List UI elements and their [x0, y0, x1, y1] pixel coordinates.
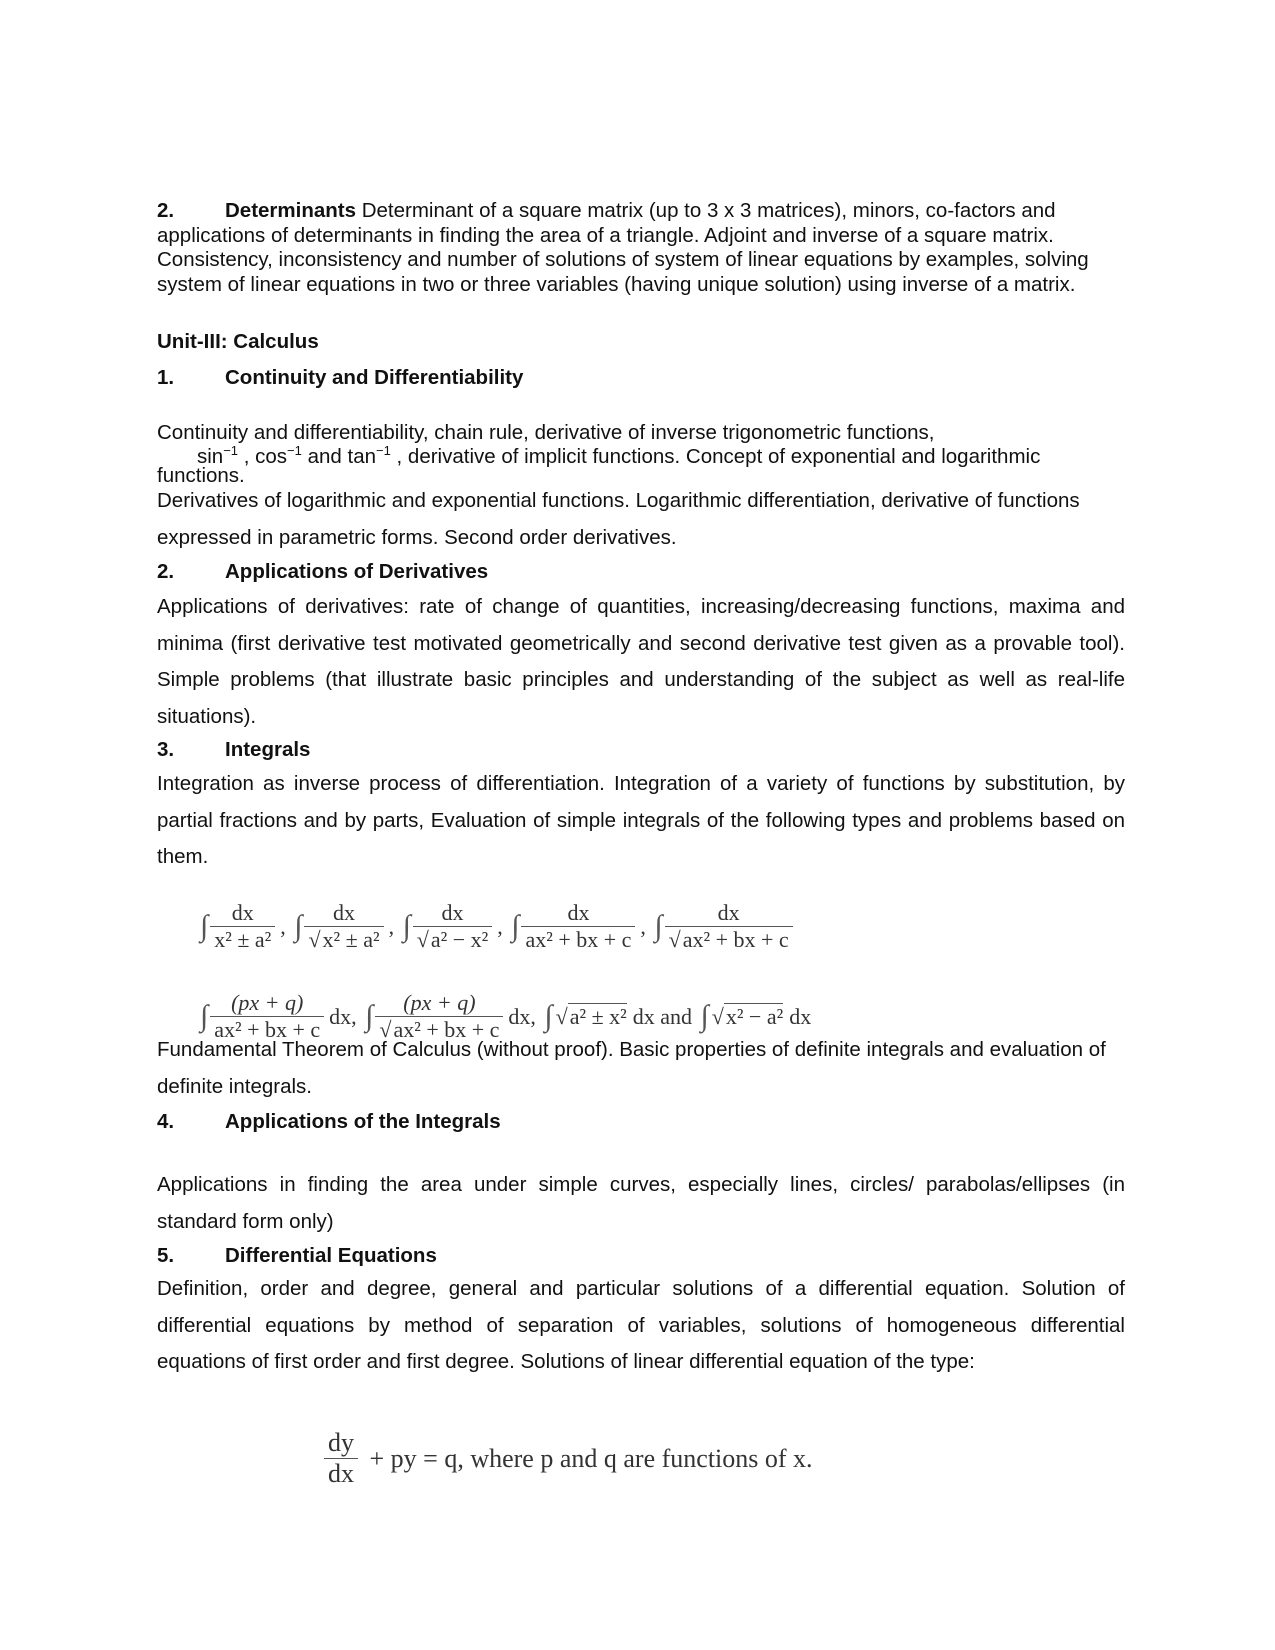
numerator: dx — [333, 900, 356, 925]
denominator: √x² ± a² — [304, 926, 383, 953]
app-derivatives-heading — [157, 560, 1125, 584]
integrals-text: Integration as inverse process of differentiation. Integration of a variety of functions by substitution, by partial fractions and by parts, Evaluation of simple integrals of the following types and problems based on them. — [157, 772, 1125, 868]
section-title: Applications of Derivatives — [225, 560, 489, 583]
continuity-para2: Derivatives of logarithmic and exponential functions. Logarithmic differentiation, derivative of functions expressed in parametric forms. Second order derivatives. — [157, 489, 1080, 549]
fraction — [413, 900, 492, 953]
sup-inv: −1 — [376, 443, 391, 458]
denominator: x² ± a² — [210, 926, 275, 953]
radicand: ax² + bx + c — [682, 927, 789, 952]
determinants-section — [157, 199, 1125, 297]
numerator: (px + q) — [403, 990, 476, 1015]
integrals-heading — [157, 738, 1125, 762]
integral-sign: ∫ — [511, 909, 520, 943]
dx-tail: dx, — [508, 1003, 536, 1029]
numerator: dx — [717, 900, 740, 925]
radicand: a² ± x² — [569, 1003, 627, 1029]
denominator: ax² + bx + c — [210, 1016, 324, 1043]
denominator: √ax² + bx + c — [375, 1016, 503, 1043]
numerator: dx — [441, 900, 464, 925]
diff-eq-text: Definition, order and degree, general and particular solutions of a differential equation. Solution of differential equations by method of separation of variables, solutions of homogeneous differential equations of first order and first degree. Solutions of linear differential equation of the type: — [157, 1277, 1125, 1373]
integral-sign: ∫ — [654, 909, 663, 943]
section-title: Applications of the Integrals — [225, 1110, 501, 1133]
radicand: x² ± a² — [322, 927, 380, 952]
integral-formulas-row1: ∫ $\frac{dx}{\text{x² ± a²}}$ , ∫ $\frac{dx}{\text{√x² ± a²}}$ , ∫ $\frac{dx}{\text{√a² − x²}}$ , ∫ $\frac{dx}{\text{ax² + bx + c}}$ , ∫ $\frac{dx}{\text{√ax² + bx + c}}$ — [200, 900, 795, 953]
section-title: Continuity and Differentiability — [225, 366, 524, 389]
dx-and: dx and — [632, 1003, 693, 1029]
fraction — [665, 900, 793, 953]
radicand: a² − x² — [430, 927, 489, 952]
section-title: Integrals — [225, 738, 311, 761]
unit-heading: Unit-III: Calculus — [157, 330, 319, 353]
integral-sign: ∫ — [200, 999, 209, 1033]
continuity-line3: functions. — [157, 464, 245, 487]
section-text: Determinant of a square matrix (up to 3 x 3 matrices), minors, co-factors and applications of determinants in finding the area of a triangle. Adjoint and inverse of a square matrix. Consistency, inconsistency and number of solutions of system of linear equations by examples, solving system of linear equations in two or three variables (having unique solution) using inverse of a matrix. — [157, 199, 1089, 296]
continuity-line2: $\sin^{-1}$ , $\cos^{-1}$ and $\tan^{-1}$ , derivative of implicit functions. Concept of exponential and logarithmic — [197, 443, 1041, 468]
diff-eq-heading — [157, 1244, 1125, 1268]
integral-sign: ∫ — [700, 999, 709, 1033]
app-integrals-heading — [157, 1110, 1125, 1134]
fraction — [210, 900, 275, 953]
numerator: (px + q) — [231, 990, 304, 1015]
integral-sign: ∫ — [365, 999, 374, 1033]
integral-sign: ∫ — [402, 909, 411, 943]
numerator: dx — [567, 900, 590, 925]
continuity-heading — [157, 366, 1125, 390]
diff-eq-formula — [322, 1428, 816, 1489]
section-number: 1. — [157, 366, 175, 389]
integral-sign: ∫ — [544, 999, 553, 1033]
denominator: dx — [324, 1458, 358, 1489]
fraction — [324, 1428, 358, 1489]
and-text: and — [307, 445, 342, 468]
section-title: Differential Equations — [225, 1244, 437, 1267]
line2-rest: , derivative of implicit functions. Concept of exponential and logarithmic — [396, 445, 1041, 468]
cos-text: cos — [255, 445, 288, 468]
tan-text: tan — [347, 445, 376, 468]
app-integrals-text: Applications in finding the area under simple curves, especially lines, circles/ parabolas/ellipses (in standard form only) — [157, 1173, 1125, 1233]
denominator: √a² − x² — [413, 926, 492, 953]
numerator: dy — [328, 1428, 354, 1457]
integral-sign: ∫ — [294, 909, 303, 943]
denominator: √ax² + bx + c — [665, 926, 793, 953]
fraction — [521, 900, 635, 953]
section-number: 2. — [157, 560, 175, 583]
section-title: Determinants — [225, 199, 357, 222]
sin-text: sin — [197, 445, 224, 468]
equation-rest: + py = q, where p and q are functions of x. — [369, 1443, 813, 1473]
section-number: 4. — [157, 1110, 175, 1133]
dx-tail: dx — [789, 1003, 812, 1029]
radicand: x² − a² — [725, 1003, 784, 1029]
sup-inv: −1 — [287, 443, 302, 458]
section-number: 5. — [157, 1244, 175, 1267]
app-derivatives-text: Applications of derivatives: rate of change of quantities, increasing/decreasing functions, maxima and minima (first derivative test motivated geometrically and second derivative test given as a provable tool). Simple problems (that illustrate basic principles and understanding of the subject as well as real-life situations). — [157, 595, 1125, 728]
section-number: 3. — [157, 738, 175, 761]
integral-sign: ∫ — [200, 909, 209, 943]
sup-inv: −1 — [223, 443, 239, 458]
numerator: dx — [231, 900, 254, 925]
integral-formulas-row2: ∫ $\frac{(px + q)}{\text{ax² + bx + c}}$ dx, ∫ $\frac{(px + q)}{\text{√ax² + bx + c}}$ dx, ∫ √a² ± x² dx and ∫ √x² − a² dx — [200, 990, 812, 1042]
section-number: 2. — [157, 199, 175, 222]
ftc-text: Fundamental Theorem of Calculus (without proof). Basic properties of definite integrals and evaluation of definite integrals. — [157, 1038, 1106, 1098]
dx-tail: dx, — [329, 1003, 357, 1029]
denominator: ax² + bx + c — [521, 926, 635, 953]
fraction — [304, 900, 383, 953]
continuity-line1: Continuity and differentiability, chain rule, derivative of inverse trigonometric functions, — [157, 421, 935, 444]
radicand: ax² + bx + c — [393, 1017, 500, 1042]
